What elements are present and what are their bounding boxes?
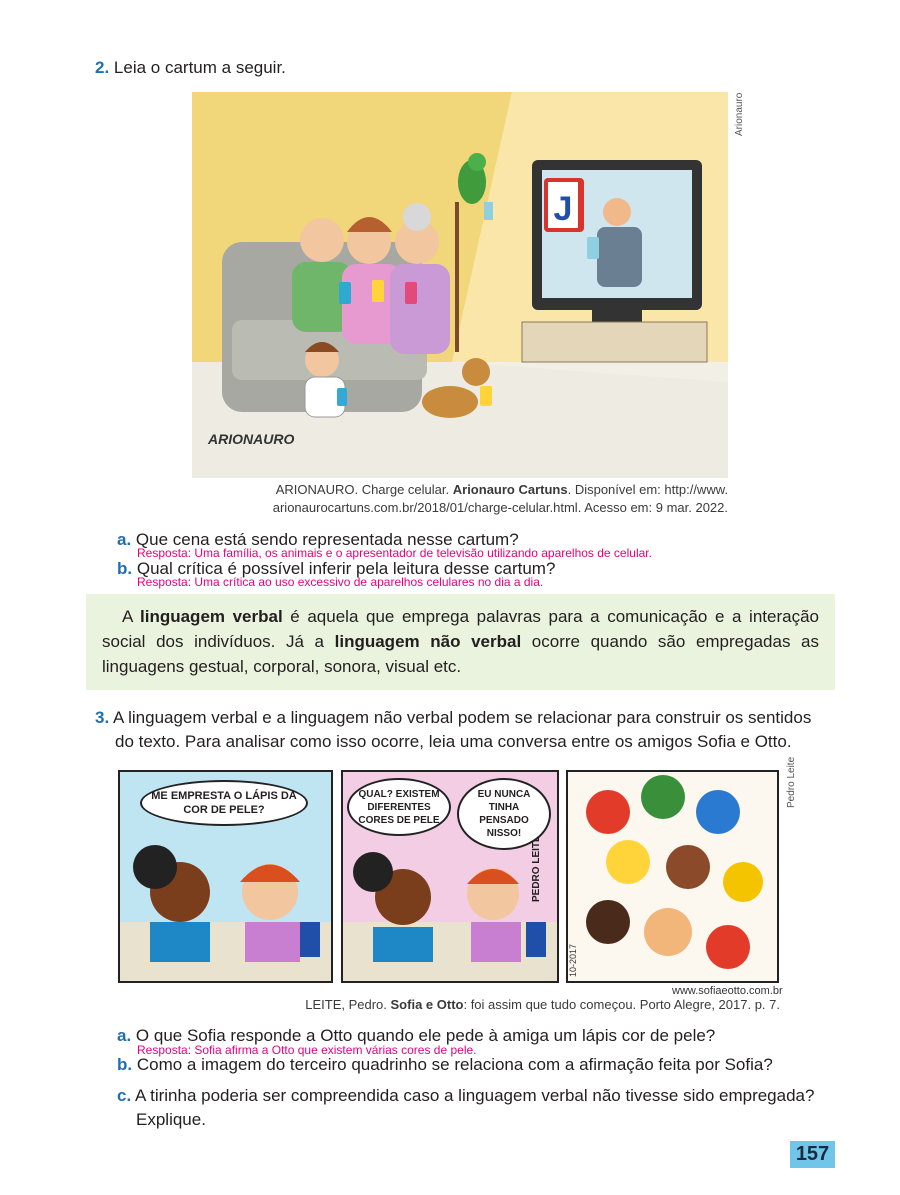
question-3b: b. Como a imagem do terceiro quadrinho se relaciona com a afirmação feita por Sofia? — [117, 1055, 773, 1074]
comic-panel-3 — [566, 770, 779, 983]
svg-text:PEDRO LEITE: PEDRO LEITE — [531, 835, 542, 902]
strip-credit: Pedro Leite — [786, 756, 797, 808]
cartoon-illustration — [192, 92, 728, 478]
question-3a: a. O que Sofia responde a Otto quando ele pede à amiga um lápis cor de pele? — [117, 1026, 716, 1045]
strip-caption: LEITE, Pedro. Sofia e Otto: foi assim que tudo começou. Porto Alegre, 2017. p. 7. — [305, 997, 780, 1012]
concept-box: A linguagem verbal é aquela que emprega palavras para a comunicação e a interação social dos indivíduos. Já a linguagem não verbal ocorre quando são empregadas as linguagens gestual, corporal, sonora, visual etc. — [86, 594, 835, 690]
speech-bubble-2: QUAL? EXISTEM DIFERENTES CORES DE PELE — [347, 778, 451, 836]
question-3-prompt: 3. A linguagem verbal e a linguagem não verbal podem se relacionar para construir os sentidos do texto. Para analisar como isso ocorre, leia uma conversa entre os amigos Sofia e Otto. — [95, 708, 812, 751]
svg-text:J: J — [553, 190, 573, 228]
cartoon-image — [192, 92, 728, 478]
svg-text:10-2017: 10-2017 — [568, 943, 578, 977]
question-3c: c. A tirinha poderia ser compreendida caso a linguagem verbal não tivesse sido empregada? Explique. — [117, 1086, 815, 1129]
speech-bubble-3: EU NUNCA TINHA PENSADO NISSO! — [457, 778, 551, 850]
question-text: Leia o cartum a seguir. — [113, 58, 286, 77]
answer-3a: Resposta: Sofia afirma a Otto que existem várias cores de pele. — [137, 1043, 477, 1057]
svg-text:ARIONAURO: ARIONAURO — [208, 431, 295, 447]
cartoon-credit: Arionauro — [734, 92, 745, 136]
question-2b: b. Qual crítica é possível inferir pela leitura desse cartum? — [117, 559, 556, 578]
strip-website: www.sofiaeotto.com.br — [672, 985, 783, 997]
question-number: 2. — [95, 58, 110, 77]
cartoon-caption: ARIONAURO. Charge celular. Arionauro Cartuns. Disponível em: http://www. arionaurocartuns.com.br/2018/01/charge-celular.html. Acesso em: 9 mar. 2022. — [272, 482, 728, 515]
question-2a: a. Que cena está sendo representada nesse cartum? — [117, 530, 519, 549]
comic-panel-2 — [341, 770, 559, 983]
page-number: 157 — [790, 1141, 835, 1168]
question-2-prompt — [95, 56, 286, 80]
speech-bubble-1: ME EMPRESTA O LÁPIS DA COR DE PELE? — [140, 780, 308, 826]
answer-2b: Resposta: Uma crítica ao uso excessivo de aparelhos celulares no dia a dia. — [137, 575, 544, 589]
comic-panel-1 — [118, 770, 333, 983]
answer-2a: Resposta: Uma família, os animais e o apresentador de televisão utilizando aparelhos de celular. — [137, 546, 652, 560]
